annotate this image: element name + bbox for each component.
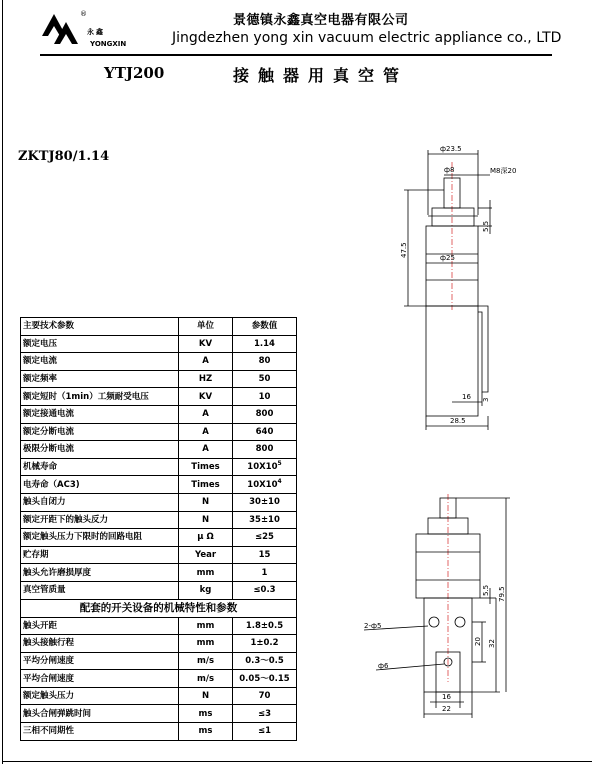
- param-name: 极限分断电流: [21, 441, 179, 459]
- param-value: 10: [233, 388, 297, 406]
- param-name: 电寿命（AC3): [21, 476, 179, 494]
- mount-hole: [429, 617, 439, 627]
- value-base: 10X10: [247, 479, 278, 490]
- param-name: 贮存期: [21, 546, 179, 564]
- section-row: [21, 599, 297, 617]
- param-name: 真空管质量: [21, 581, 179, 599]
- company-logo: [40, 6, 150, 50]
- param-value: 35±10: [233, 511, 297, 529]
- table-row: [21, 635, 297, 653]
- param-value: 0.3～0.5: [233, 652, 297, 670]
- param-name: 触头合闸弹跳时间: [21, 705, 179, 723]
- param-value: 70: [233, 687, 297, 705]
- param-name: 额定开距下的触头反力: [21, 511, 179, 529]
- param-value: ≤25: [233, 529, 297, 547]
- param-unit: mm: [179, 564, 233, 582]
- param-value: ≤3: [233, 705, 297, 723]
- terminal-bracket: [478, 306, 488, 392]
- table-row: [21, 441, 297, 459]
- dim-label: 22: [442, 705, 451, 713]
- table-row: [21, 511, 297, 529]
- param-unit: Year: [179, 546, 233, 564]
- dim-label: M8深20: [490, 167, 517, 175]
- dim-label: 28.5: [450, 417, 466, 425]
- table-row: [21, 458, 297, 476]
- table-row: [21, 493, 297, 511]
- param-unit: m/s: [179, 670, 233, 688]
- param-unit: mm: [179, 635, 233, 653]
- table-row: [21, 652, 297, 670]
- param-value: 640: [233, 423, 297, 441]
- param-name: 触头接触行程: [21, 635, 179, 653]
- param-value: 1.14: [233, 335, 297, 353]
- logo-cn: 永鑫: [87, 28, 105, 36]
- param-unit: Times: [179, 458, 233, 476]
- param-name: 额定触头压力下限时的回路电阻: [21, 529, 179, 547]
- param-value: 80: [233, 353, 297, 371]
- param-name: 额定频率: [21, 370, 179, 388]
- body-top: [432, 208, 474, 226]
- dim-label: 32: [488, 639, 496, 648]
- dim-label: 16: [442, 693, 451, 701]
- table-row: [21, 335, 297, 353]
- product-title: 接触器用真空管: [233, 66, 409, 85]
- param-name: 机械寿命: [21, 458, 179, 476]
- section-title: 配套的开关设备的机械特性和参数: [21, 599, 297, 617]
- table-row: [21, 423, 297, 441]
- table-row: [21, 370, 297, 388]
- dim-label: 16: [462, 393, 471, 401]
- param-unit: ms: [179, 705, 233, 723]
- page-frame-left: [2, 0, 3, 764]
- param-unit: ms: [179, 723, 233, 741]
- dim-label: ф23.5: [440, 145, 462, 153]
- param-unit: KV: [179, 388, 233, 406]
- table-row: [21, 687, 297, 705]
- dim-label: 5.5: [482, 584, 490, 596]
- table-header-row: [21, 318, 297, 336]
- table-row: [21, 723, 297, 741]
- param-value: 0.05～0.15: [233, 670, 297, 688]
- param-value: 15: [233, 546, 297, 564]
- dim-label: ф8: [444, 166, 455, 174]
- param-unit: A: [179, 423, 233, 441]
- dim-label: 5.5: [482, 220, 490, 232]
- value-exponent: 4: [277, 477, 282, 485]
- table-header-cell: 主要技术参数: [21, 318, 179, 336]
- mount-hole: [455, 617, 465, 627]
- table-row: [21, 405, 297, 423]
- param-name: 额定分断电流: [21, 423, 179, 441]
- param-value: 50: [233, 370, 297, 388]
- product-subtitle: ZKTJ80/1.14: [18, 149, 110, 164]
- header-rule: [40, 54, 552, 56]
- param-value: 800: [233, 405, 297, 423]
- param-name: 平均合闸速度: [21, 670, 179, 688]
- table-row: [21, 617, 297, 635]
- param-name: 触头自闭力: [21, 493, 179, 511]
- table-row: [21, 670, 297, 688]
- drawing-front-view: [360, 492, 560, 762]
- dim-label: 79.5: [498, 586, 506, 602]
- dim-label: ф6: [378, 662, 389, 670]
- param-unit: N: [179, 511, 233, 529]
- param-name: 额定接通电流: [21, 405, 179, 423]
- param-unit: N: [179, 493, 233, 511]
- param-value: [233, 458, 297, 476]
- param-name: 额定短时（1min）工频耐受电压: [21, 388, 179, 406]
- table-row: [21, 705, 297, 723]
- param-value: ≤1: [233, 723, 297, 741]
- dim-label: 20: [474, 637, 482, 646]
- param-value: 1: [233, 564, 297, 582]
- value-exponent: 5: [277, 460, 282, 468]
- param-value: 800: [233, 441, 297, 459]
- table-row: [21, 529, 297, 547]
- param-unit: A: [179, 353, 233, 371]
- param-value: 1±0.2: [233, 635, 297, 653]
- param-unit: KV: [179, 335, 233, 353]
- dim-label: 2-ф5: [364, 622, 382, 630]
- dim-label: ф25: [440, 254, 455, 262]
- param-unit: kg: [179, 581, 233, 599]
- table-row: [21, 581, 297, 599]
- table-row: [21, 388, 297, 406]
- table-row: [21, 564, 297, 582]
- param-unit: μ Ω: [179, 529, 233, 547]
- parameter-table: [20, 317, 297, 741]
- param-unit: N: [179, 687, 233, 705]
- param-value: ≤0.3: [233, 581, 297, 599]
- logo-mark: ®: [80, 10, 87, 18]
- table-row: [21, 476, 297, 494]
- param-name: 触头允许磨损厚度: [21, 564, 179, 582]
- dim-label: 3: [482, 397, 490, 402]
- company-name-en: Jingdezhen yong xin vacuum electric appliance co., LTD: [172, 30, 562, 46]
- param-name: 平均分闸速度: [21, 652, 179, 670]
- param-name: 触头开距: [21, 617, 179, 635]
- drawing-side-view: [360, 140, 560, 440]
- table-header-cell: 单位: [179, 318, 233, 336]
- param-name: 三相不同期性: [21, 723, 179, 741]
- param-value: 30±10: [233, 493, 297, 511]
- param-name: 额定电压: [21, 335, 179, 353]
- value-base: 10X10: [247, 462, 278, 473]
- table-row: [21, 546, 297, 564]
- param-name: 额定电流: [21, 353, 179, 371]
- param-unit: mm: [179, 617, 233, 635]
- param-name: 额定触头压力: [21, 687, 179, 705]
- param-unit: A: [179, 405, 233, 423]
- param-unit: A: [179, 441, 233, 459]
- table-header-cell: 参数值: [233, 318, 297, 336]
- company-name-cn: 景德镇永鑫真空电器有限公司: [233, 13, 409, 28]
- param-unit: Times: [179, 476, 233, 494]
- model-number: YTJ200: [104, 64, 165, 82]
- param-value: [233, 476, 297, 494]
- table-row: [21, 353, 297, 371]
- param-value: 1.8±0.5: [233, 617, 297, 635]
- param-unit: m/s: [179, 652, 233, 670]
- param-unit: HZ: [179, 370, 233, 388]
- logo-en: YONGXIN: [90, 40, 127, 48]
- dim-label: 47.5: [400, 242, 408, 258]
